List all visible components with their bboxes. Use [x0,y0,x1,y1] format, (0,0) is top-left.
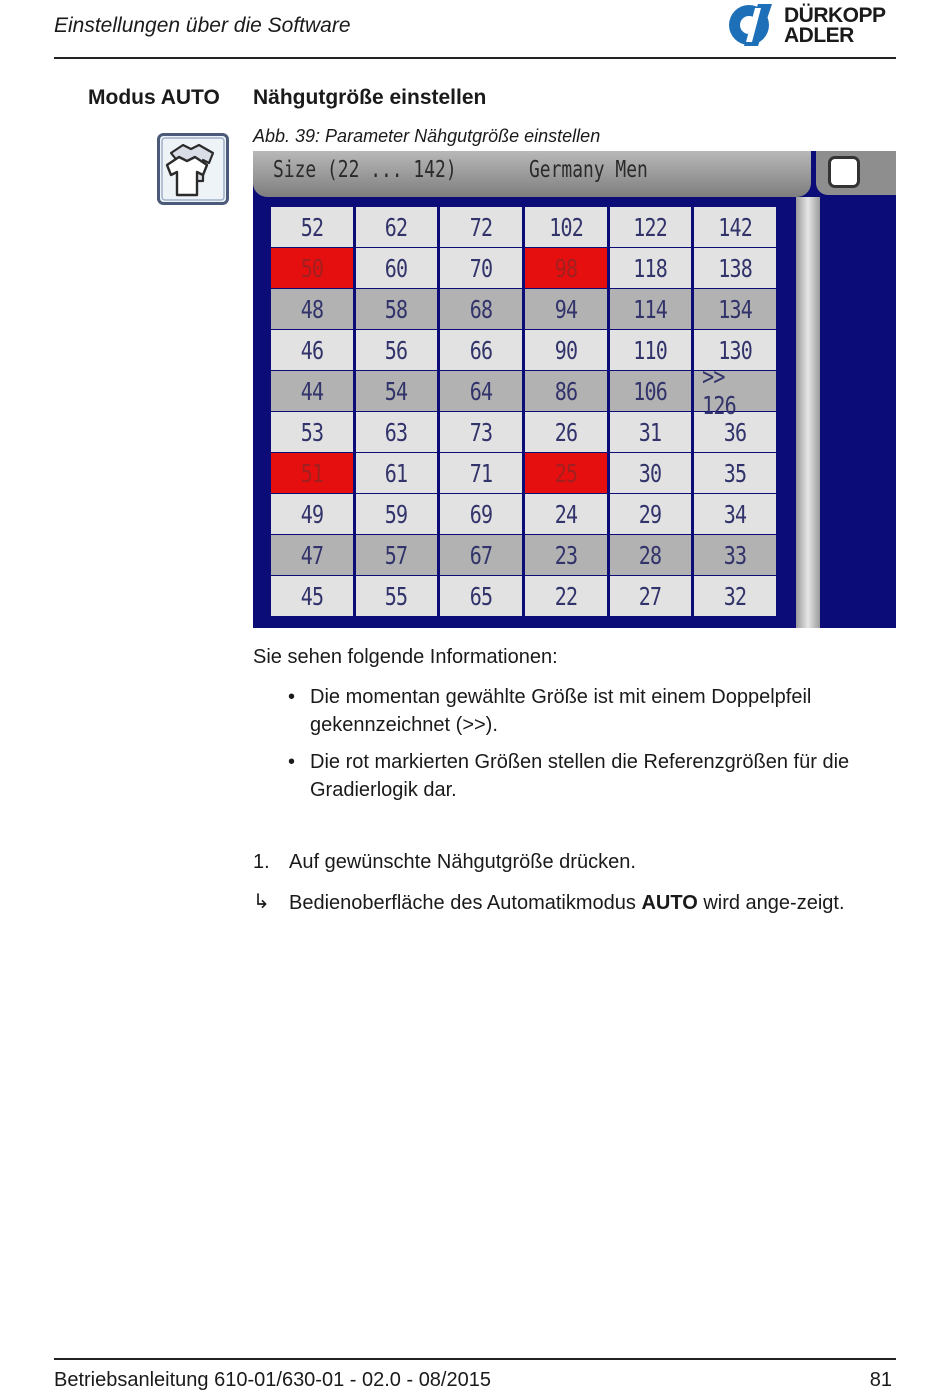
size-value: 35 [723,458,747,488]
size-value: 49 [300,499,324,529]
size-cell[interactable] [356,248,438,288]
size-cell[interactable] [356,289,438,329]
size-value: 65 [469,581,493,611]
size-cell[interactable] [694,494,776,534]
size-value: 28 [639,540,662,570]
size-cell[interactable] [694,453,776,493]
size-value: 122 [633,212,668,242]
size-value: 67 [469,540,493,570]
result-arrow-icon: ↳ [253,891,270,913]
size-row [271,362,779,420]
bullet-text: Die momentan gewählte Größe ist mit einem Doppelpfeil gekennzeichnet (>>). [310,686,812,736]
size-cell-reference[interactable] [271,453,353,493]
confirm-checkbox[interactable] [828,156,860,188]
result-text-pre: Bedienoberfläche des Automatikmodus [289,892,642,914]
size-value: 114 [633,294,668,324]
size-row [271,576,779,617]
size-row [271,289,779,330]
size-cell[interactable] [694,248,776,288]
size-cell[interactable] [440,453,522,493]
size-cell[interactable] [525,207,607,247]
step-number: 1. [253,851,270,873]
size-value: 55 [385,581,408,611]
size-value: 47 [300,540,324,570]
size-cell[interactable] [356,453,438,493]
size-value: 61 [385,458,408,488]
size-cell[interactable] [440,494,522,534]
size-cell[interactable] [525,576,607,616]
result-text-post: wird ange-zeigt. [697,892,845,914]
size-value: 25 [554,458,578,488]
size-value: 51 [300,458,324,488]
size-cell[interactable] [694,535,776,575]
size-cell-reference[interactable] [271,248,353,288]
size-value: 27 [639,581,662,611]
size-cell[interactable] [271,207,353,247]
size-value: 94 [554,294,578,324]
size-cell[interactable] [525,371,607,411]
size-cell-reference[interactable] [525,248,607,288]
size-cell[interactable] [525,535,607,575]
size-cell[interactable] [694,207,776,247]
size-value: 106 [633,376,668,406]
size-value: 34 [723,499,747,529]
header-divider [54,57,896,59]
size-row [271,207,779,248]
header-title: Einstellungen über die Software [54,14,351,37]
device-screen [253,151,896,628]
size-value: 68 [469,294,493,324]
size-cell[interactable] [356,371,438,411]
footer-divider [54,1358,896,1360]
size-cell[interactable] [610,412,692,452]
figure-caption: Abb. 39: Parameter Nähgutgröße einstellen [253,126,601,146]
size-cell[interactable] [271,371,353,411]
size-cell[interactable] [610,207,692,247]
size-value: 23 [554,540,578,570]
size-cell[interactable] [271,494,353,534]
size-range-title: Size (22 ... 142) [273,157,457,183]
size-cell[interactable] [610,576,692,616]
bullet-item [288,748,900,804]
size-value: 59 [385,499,408,529]
logo-word-2: ADLER [784,24,854,47]
size-value: 54 [385,376,408,406]
size-value: 64 [469,376,493,406]
size-value: 70 [469,253,493,283]
size-cell[interactable] [610,494,692,534]
size-cell[interactable] [356,412,438,452]
size-cell[interactable] [525,494,607,534]
size-cell[interactable] [610,535,692,575]
bullet-text: Die rot markierten Größen stellen die Referenzgrößen für die Gradierlogik dar. [310,751,850,801]
size-value: 72 [469,212,493,242]
size-cell[interactable] [440,289,522,329]
size-value: 102 [548,212,583,242]
size-value: 56 [385,335,408,365]
step-text: Auf gewünschte Nähgutgröße drücken. [289,851,636,873]
size-cell[interactable] [356,330,438,370]
size-cell[interactable] [610,371,692,411]
size-value: 24 [554,499,578,529]
size-cell[interactable] [440,248,522,288]
size-cell[interactable] [610,248,692,288]
size-value: 130 [718,335,753,365]
logo-word-1: DÜRKOPP [784,4,886,27]
size-cell[interactable] [525,289,607,329]
size-cell-reference[interactable] [525,453,607,493]
size-value: 30 [639,458,662,488]
size-system-title: Germany Men [529,157,648,183]
size-value: 138 [718,253,753,283]
size-cell[interactable] [440,576,522,616]
bullet-dot: • [288,686,296,708]
size-value: 69 [469,499,493,529]
size-cell[interactable] [356,576,438,616]
size-cell[interactable] [525,412,607,452]
size-grid [271,207,779,617]
size-value: 66 [469,335,493,365]
result-text-bold: AUTO [641,892,698,914]
size-cell[interactable] [440,371,522,411]
size-value: 60 [385,253,408,283]
size-cell[interactable] [271,535,353,575]
size-value: 48 [300,294,324,324]
size-value: >> 126 [702,362,737,420]
size-cell[interactable] [694,289,776,329]
size-value: 44 [300,376,324,406]
section-title: Nähgutgröße einstellen [253,86,487,109]
result-text [289,889,879,917]
mode-label: Modus AUTO [88,86,220,109]
scrollbar[interactable] [796,197,820,628]
size-value: 86 [554,376,578,406]
bullet-dot: • [288,751,296,773]
size-value: 71 [469,458,493,488]
size-cell[interactable] [271,330,353,370]
size-value: 45 [300,581,324,611]
size-value: 29 [639,499,662,529]
size-row [271,248,779,289]
size-cell[interactable] [271,289,353,329]
size-value: 52 [300,212,324,242]
size-value: 22 [554,581,578,611]
size-value: 53 [300,417,324,447]
size-cell[interactable] [440,412,522,452]
shirt-icon [157,133,229,205]
size-value: 73 [469,417,493,447]
size-row [271,453,779,494]
size-value: 142 [718,212,753,242]
size-value: 36 [723,417,747,447]
page-number: 81 [869,1369,892,1391]
size-value: 134 [718,294,753,324]
size-value: 33 [723,540,747,570]
size-cell[interactable] [356,494,438,534]
size-value: 62 [385,212,408,242]
size-cell[interactable] [694,576,776,616]
size-value: 98 [554,253,578,283]
side-panel [816,197,896,628]
size-value: 57 [385,540,408,570]
footer-document-id: Betriebsanleitung 610-01/630-01 - 02.0 - 08/2015 [54,1369,491,1391]
size-value: 63 [385,417,408,447]
size-row [271,494,779,535]
size-cell[interactable] [610,330,692,370]
size-value: 26 [554,417,578,447]
size-cell[interactable] [271,412,353,452]
bullet-item [288,683,900,739]
size-cell[interactable] [440,330,522,370]
size-cell[interactable] [356,535,438,575]
size-cell[interactable] [610,453,692,493]
size-cell[interactable] [440,535,522,575]
size-value: 58 [385,294,408,324]
size-cell[interactable] [610,289,692,329]
size-cell[interactable] [525,330,607,370]
size-cell[interactable] [271,576,353,616]
size-value: 90 [554,335,578,365]
size-value: 110 [633,335,668,365]
brand-logo [728,4,898,48]
size-value: 50 [300,253,324,283]
intro-text: Sie sehen folgende Informationen: [253,646,558,668]
size-cell[interactable] [694,362,776,420]
size-value: 31 [639,417,662,447]
logo-mark-icon [728,4,780,46]
size-row [271,535,779,576]
size-value: 46 [300,335,324,365]
size-cell[interactable] [440,207,522,247]
size-cell[interactable] [356,207,438,247]
size-value: 32 [723,581,747,611]
size-value: 118 [633,253,668,283]
